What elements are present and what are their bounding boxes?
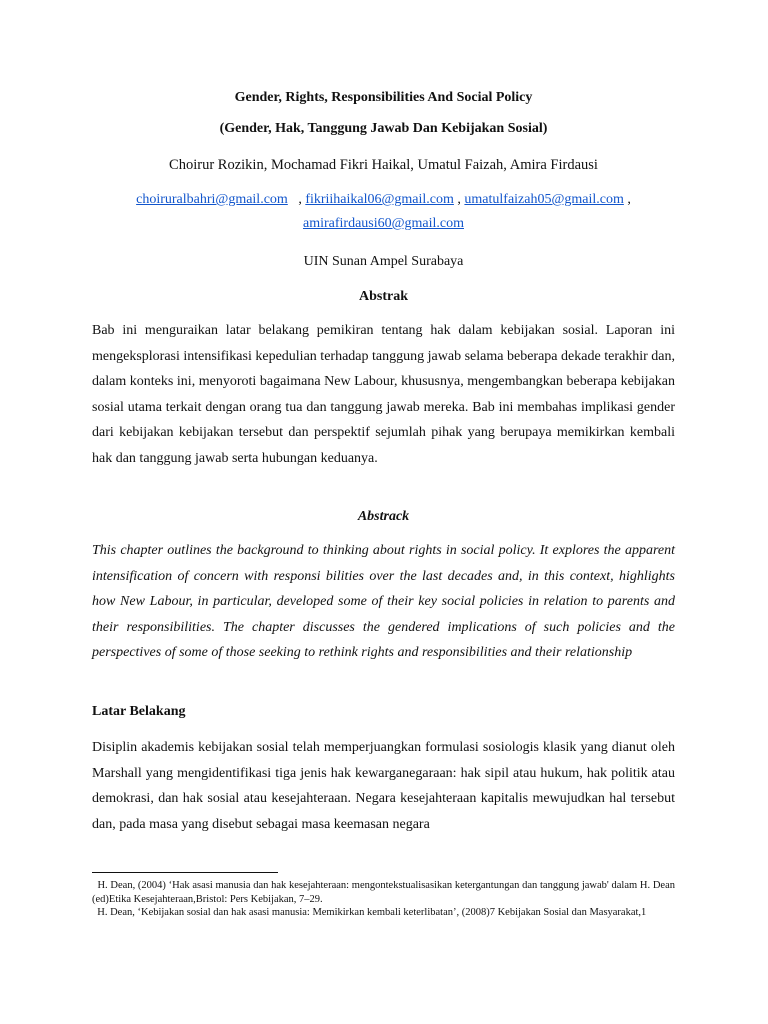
footnote-text: H. Dean, ‘Kebijakan sosial dan hak asasi manusia: Memikirkan kembali keterlibatan’, (2008)7 Kebijakan Sosial dan Masyarakat,1 <box>97 907 647 918</box>
section-heading-latar-belakang: Latar Belakang <box>92 704 186 719</box>
footnotes <box>92 879 675 920</box>
abstrak-paragraph: Bab ini menguraikan latar belakang pemikiran tentang hak dalam kebijakan sosial. Laporan ini mengeksplorasi intensifikasi kepedulian terhadap tanggung jawab selama beberapa dekade terakhir dan, dalam konteks ini, menyoroti bagaimana New Labour, khususnya, mengembangkan beberapa kebijakan sosial utama terkait dengan orang tua dan tanggung jawab mereka. Bab ini membahas implikasi gender dari kebijakan kebijakan tersebut dan perspektif sejumlah pihak yang berupaya memikirkan kembali hak dan tanggung jawab serta hubungan keduanya. <box>92 323 675 466</box>
paper-subtitle: (Gender, Hak, Tanggung Jawab Dan Kebijakan Sosial) <box>219 121 548 136</box>
email-list <box>92 188 675 236</box>
email-link[interactable]: choiruralbahri@gmail.com <box>136 192 288 207</box>
latar-belakang-paragraph: Disiplin akademis kebijakan sosial telah memperjuangkan formulasi sosiologis klasik yang dianut oleh Marshall yang mengidentifikasi tiga jenis hak kewarganegaraan: hak sipil atau hukum, hak politik atau demokrasi, dan hak sosial atau kesejahteraan. Negara kesejahteraan kapitalis mewujudkan hal tersebut dan, pada masa yang disebut sebagai masa keemasan negara <box>92 740 675 832</box>
abstrack-paragraph: This chapter outlines the background to thinking about rights in social policy. It explores the apparent intensification of concern with responsi bilities over the last decades and, in this context, highlights how New Labour, in particular, developed some of their key social policies in relation to parents and their responsibilities. The chapter discusses the gendered implications of such policies and the perspectives of some of those seeking to rethink rights and responsibilities and their relationship <box>92 543 675 660</box>
footnote-divider <box>92 872 278 873</box>
email-link[interactable]: umatulfaizah05@gmail.com <box>464 192 624 207</box>
paper-title: Gender, Rights, Responsibilities And Social Policy <box>234 90 533 105</box>
email-link[interactable]: amirafirdausi60@gmail.com <box>302 216 464 231</box>
footnote-text: H. Dean, (2004) ‘Hak asasi manusia dan hak kesejahteraan: mengontekstualisasikan ketergantungan dan tanggung jawab' dalam H. Dean (ed)Etika Kesejahteraan,Bristol: Pers Kebijakan, 7–29. <box>92 880 675 905</box>
abstrack-heading: Abstrack <box>357 509 410 524</box>
footnote-item <box>92 906 675 920</box>
affiliation: UIN Sunan Ampel Surabaya <box>303 254 464 269</box>
email-separator: , <box>457 192 461 207</box>
abstrak-heading: Abstrak <box>358 289 408 304</box>
author-list: Choirur Rozikin, Mochamad Fikri Haikal, Umatul Faizah, Amira Firdausi <box>169 157 598 173</box>
email-link[interactable]: fikriihaikal06@gmail.com <box>305 192 454 207</box>
footnote-item <box>92 879 675 906</box>
email-separator: , <box>627 192 631 207</box>
email-separator: , <box>298 192 302 207</box>
